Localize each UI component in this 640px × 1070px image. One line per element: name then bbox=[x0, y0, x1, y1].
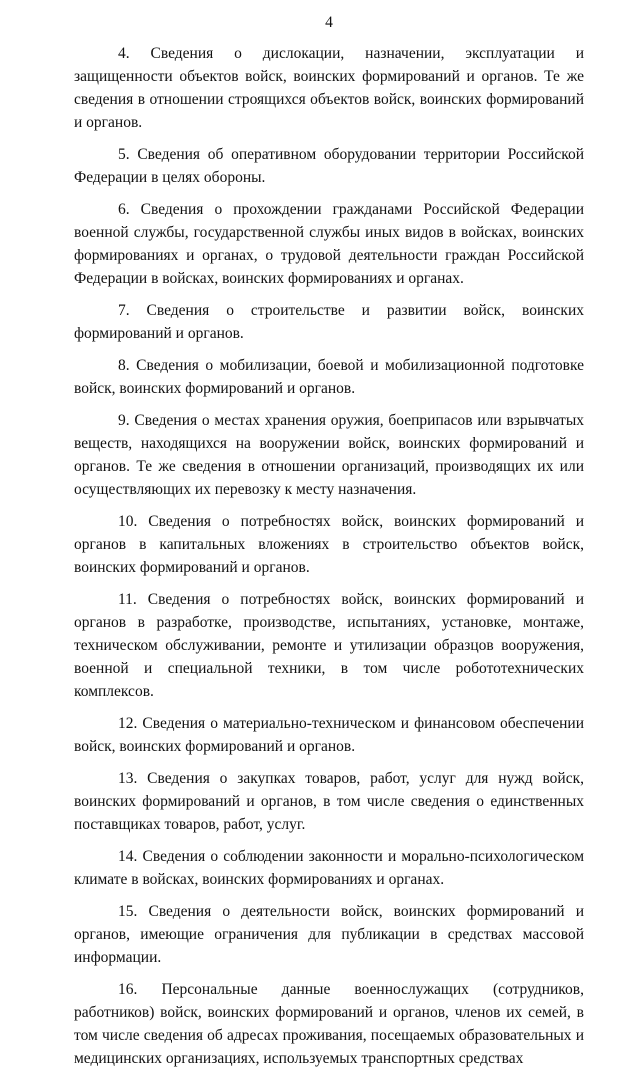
paragraph-item-4: 4. Сведения о дислокации, назначении, эксплуатации и защищенности объектов войск, воинских формирований и органов. Те же сведения в отношении строящихся объектов войск, воинских формирований и органов. bbox=[74, 45, 584, 131]
paragraph-item-15: 15. Сведения о деятельности войск, воинских формирований и органов, имеющие ограничения для публикации в средствах массовой информации. bbox=[74, 903, 584, 966]
paragraph-item-13: 13. Сведения о закупках товаров, работ, услуг для нужд войск, воинских формирований и органов, в том числе сведения о единственных поставщиках товаров, работ, услуг. bbox=[74, 770, 584, 833]
paragraph-item-8: 8. Сведения о мобилизации, боевой и мобилизационной подготовке войск, воинских формирований и органов. bbox=[74, 357, 584, 397]
paragraph-item-9: 9. Сведения о местах хранения оружия, боеприпасов или взрывчатых веществ, находящихся на вооружении войск, воинских формирований и органов. Те же сведения в отношении организаций, производящих их или осуществляющих их перевозку к месту назначения. bbox=[74, 412, 584, 498]
paragraph-item-14: 14. Сведения о соблюдении законности и морально-психологическом климате в войсках, воинских формированиях и органах. bbox=[74, 848, 584, 888]
paragraph-item-11: 11. Сведения о потребностях войск, воинских формирований и органов в разработке, производстве, испытаниях, установке, монтаже, техническом обслуживании, ремонте и утилизации образцов вооружения, военной и специальной техники, в том числе робототехнических комплексов. bbox=[74, 591, 584, 700]
paragraph-item-12: 12. Сведения о материально-техническом и финансовом обеспечении войск, воинских формирований и органов. bbox=[74, 715, 584, 755]
paragraph-item-10: 10. Сведения о потребностях войск, воинских формирований и органов в капитальных вложениях в строительство объектов войск, воинских формирований и органов. bbox=[74, 513, 584, 576]
paragraph-item-5: 5. Сведения об оперативном оборудовании территории Российской Федерации в целях обороны. bbox=[74, 146, 584, 186]
page-number: 4 bbox=[325, 14, 333, 31]
paragraph-item-6: 6. Сведения о прохождении гражданами Российской Федерации военной службы, государственной службы иных видов в войсках, воинских формированиях и органах, о трудовой деятельности граждан Российской Федерации в войсках, воинских формированиях и органах. bbox=[74, 201, 584, 287]
paragraph-item-16: 16. Персональные данные военнослужащих (сотрудников, работников) войск, воинских формирований и органов, членов их семей, в том числе сведения об адресах проживания, посещаемых образовательных и медицинских организациях, используемых транспортных средствах bbox=[74, 981, 584, 1067]
paragraph-item-7: 7. Сведения о строительстве и развитии войск, воинских формирований и органов. bbox=[74, 302, 584, 342]
